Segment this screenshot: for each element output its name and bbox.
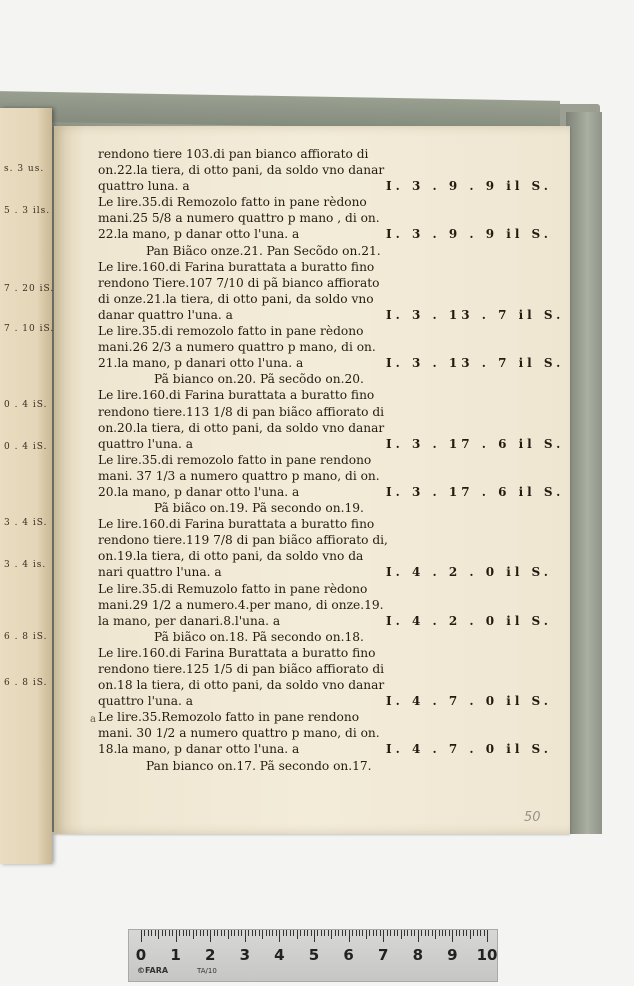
ruler-tick (345, 930, 346, 936)
text-line (98, 146, 518, 162)
ruler-tick (272, 930, 273, 936)
left-page-fragment: 6 . 8 iS. (4, 632, 48, 642)
text-line (98, 629, 518, 645)
ruler-tick (307, 930, 308, 936)
ruler-tick (328, 930, 329, 936)
ruler-tick (210, 930, 211, 942)
ruler-tick (165, 930, 166, 936)
ruler-number: 1 (170, 946, 181, 964)
text-line (98, 581, 518, 597)
text-line (98, 291, 518, 307)
ruler-tick (459, 930, 460, 936)
ruler-tick (432, 930, 433, 936)
line-text: on.20.la tiera, di otto pani, da soldo vno danar (98, 420, 385, 435)
text-line (98, 532, 518, 548)
ruler-tick (314, 930, 315, 942)
ruler-tick (439, 930, 440, 936)
ruler-tick (352, 930, 353, 936)
ruler-tick (466, 930, 467, 936)
text-line (98, 243, 518, 259)
ruler-tick (162, 930, 163, 936)
price-value: I. 3 . 17 . 6 il S. (386, 436, 565, 451)
text-line (98, 484, 565, 500)
text-line (98, 645, 518, 661)
line-text: mani.26 2/3 a numero quattro p mano, di on. (98, 340, 376, 355)
ruler-tick (259, 930, 260, 936)
line-text: Le lire.160.di Farina Burattata a buratto fino (98, 645, 376, 660)
line-text: Le lire.160.di Farina burattata a buratto fino (98, 517, 375, 532)
ruler-tick (262, 930, 263, 939)
text-line (98, 741, 552, 757)
text-line (98, 661, 518, 677)
line-text: 20.la mano, p danar otto l'una. a (98, 484, 300, 499)
ruler-tick (394, 930, 395, 936)
ruler-tick (356, 930, 357, 936)
price-value: I. 3 . 9 . 9 il S. (386, 179, 552, 194)
text-line (98, 259, 518, 275)
ruler-number: 8 (412, 946, 424, 964)
price-value: I. 3 . 13 . 7 il S. (386, 356, 565, 371)
ruler-tick (144, 930, 145, 936)
line-text: rendono tiere.113 1/8 di pan biãco affiorato di (98, 404, 385, 419)
ruler-number: 0 (135, 946, 147, 964)
left-page-fragment: 5 . 3 ils. (4, 206, 51, 216)
ruler-tick (283, 930, 284, 936)
ruler-tick (189, 930, 190, 936)
line-text: Le lire.35.di remozolo fatto in pane rèdono (98, 324, 364, 339)
ruler-brand: ©FARA (137, 966, 169, 975)
ruler-tick (311, 930, 312, 936)
line-text: rendono tiere.125 1/5 di pan biãco affiorato di (98, 662, 385, 676)
ruler-tick (349, 930, 350, 942)
line-text: Le lire.35.di remozolo fatto in pane rendono (98, 452, 372, 467)
ruler-tick (387, 930, 388, 936)
ruler-tick (470, 930, 471, 939)
ruler-tick (186, 930, 187, 936)
ruler-tick (179, 930, 180, 936)
text-line (98, 355, 565, 371)
line-text: Le lire.160.di Farina burattata a buratto fino (98, 259, 375, 274)
line-text: quattro luna. a (98, 179, 190, 194)
ruler-tick (293, 930, 294, 936)
ruler-tick (321, 930, 322, 936)
ruler-tick (324, 930, 325, 936)
text-line (98, 339, 518, 355)
ruler-tick (463, 930, 464, 936)
ruler-tick (407, 930, 408, 936)
ruler-tick (442, 930, 443, 936)
ruler-tick (383, 930, 384, 942)
line-text: mani.29 1/2 a numero.4.per mano, di onze.19. (98, 597, 384, 612)
ruler-tick (317, 930, 318, 936)
ruler-tick (366, 930, 367, 939)
ruler-tick (411, 930, 412, 936)
price-value: I. 3 . 13 . 7 il S. (386, 307, 565, 322)
text-line (98, 597, 518, 613)
ruler-tick (338, 930, 339, 936)
ruler-tick (241, 930, 242, 936)
line-text: Le lire.35.Remozolo fatto in pane rendono (98, 710, 360, 725)
ruler-number: 2 (204, 946, 216, 964)
text-line (98, 613, 552, 629)
ruler-number: 6 (343, 946, 354, 964)
ruler-tick (217, 930, 218, 936)
ruler-tick (390, 930, 391, 936)
ruler-tick (252, 930, 253, 936)
ruler-tick (418, 930, 419, 942)
text-line (98, 693, 552, 709)
text-line (98, 323, 518, 339)
ruler-tick (404, 930, 405, 936)
text-line (98, 307, 565, 323)
line-text: on.19.la tiera, di otto pani, da soldo vno da (98, 549, 364, 564)
text-line (98, 548, 518, 564)
folder-right-edge (566, 112, 602, 834)
ruler-tick (266, 930, 267, 936)
left-page-fragment: s. 3 us. (4, 164, 45, 174)
line-text: di onze.21.la tiera, di otto pani, da soldo vno (98, 291, 374, 306)
ruler-tick (148, 930, 149, 936)
line-text: Pan bianco on.17. Pã secondo on.17. (146, 758, 372, 773)
ruler-tick (196, 930, 197, 936)
line-text: quattro l'una. a (98, 694, 193, 709)
text-line (98, 210, 518, 226)
text-line (98, 178, 552, 194)
text-line (98, 709, 518, 725)
price-value: I. 4 . 7 . 0 il S. (386, 694, 552, 709)
line-text: mani. 30 1/2 a numero quattro p mano, di on. (98, 726, 380, 741)
pencil-folio-number: 50 (524, 810, 541, 825)
text-line (98, 677, 518, 693)
left-page-fragment: 3 . 4 is. (4, 560, 47, 570)
ruler-tick (228, 930, 229, 939)
line-text: rendono Tiere.107 7/10 di pã bianco affiorato (98, 275, 380, 290)
ruler-tick (435, 930, 436, 939)
line-text: Pã bianco on.20. Pã secõdo on.20. (154, 372, 364, 387)
ruler-tick (214, 930, 215, 936)
text-line (98, 420, 518, 436)
price-value: I. 4 . 7 . 0 il S. (386, 742, 552, 757)
ruler-tick (421, 930, 422, 936)
line-text: 18.la mano, p danar otto l'una. a (98, 742, 300, 757)
ruler-tick (362, 930, 363, 936)
ruler-number: 5 (308, 946, 320, 964)
main-page (54, 126, 570, 834)
ruler-tick (428, 930, 429, 936)
ruler-tick (304, 930, 305, 936)
ruler-number: 7 (377, 946, 389, 964)
text-line (98, 758, 518, 774)
line-text: mani.25 5/8 a numero quattro p mano , di on. (98, 211, 380, 226)
ruler-tick (151, 930, 152, 936)
page-text (98, 146, 565, 774)
text-line (98, 371, 518, 387)
text-line (98, 500, 518, 516)
left-facing-page (0, 108, 55, 864)
ruler-tick (279, 930, 280, 942)
ruler-tick (484, 930, 485, 936)
ruler-tick (487, 930, 488, 942)
line-text: Pan Biãco onze.21. Pan Secõdo on.21. (146, 243, 381, 258)
ruler-code: TA/10 (197, 967, 217, 975)
line-text: rendono tiere.119 7/8 di pan biãco affiorato di, (98, 533, 388, 548)
ruler-tick (155, 930, 156, 936)
line-text: on.22.la tiera, di otto pani, da soldo vno danar (98, 163, 385, 178)
ruler-tick (290, 930, 291, 936)
line-text: Le lire.35.di Remuzolo fatto in pane rèdono (98, 581, 368, 596)
ruler-tick (359, 930, 360, 936)
ruler-tick (414, 930, 415, 936)
left-page-fragment: 6 . 8 iS. (4, 678, 48, 688)
ruler-number: 4 (274, 946, 285, 964)
left-page-fragment: 3 . 4 iS. (4, 518, 48, 528)
line-text: danar quattro l'una. a (98, 307, 233, 322)
signature-mark: a (90, 714, 96, 725)
price-value: I. 3 . 9 . 9 il S. (386, 227, 552, 242)
ruler-tick (300, 930, 301, 936)
ruler-tick (477, 930, 478, 936)
ruler-tick (158, 930, 159, 939)
ruler-tick (335, 930, 336, 936)
text-line (98, 387, 518, 403)
left-page-fragment: 7 . 20 iS. (4, 284, 55, 294)
text-line (98, 226, 552, 242)
text-line (98, 194, 518, 210)
ruler-tick (193, 930, 194, 939)
ruler-tick (297, 930, 298, 939)
ruler-number: 3 (239, 946, 251, 964)
ruler-tick (207, 930, 208, 936)
ruler-tick (141, 930, 142, 942)
text-line (98, 404, 518, 420)
text-line (98, 564, 552, 580)
text-line (98, 452, 518, 468)
line-text: nari quattro l'una. a (98, 565, 222, 580)
ruler-number: 9 (447, 946, 458, 964)
ruler-tick (449, 930, 450, 936)
line-text: la mano, per danari.8.l'una. a (98, 613, 281, 628)
ruler-tick (452, 930, 453, 942)
price-value: I. 4 . 2 . 0 il S. (386, 565, 552, 580)
ruler-tick (231, 930, 232, 936)
text-line (98, 436, 565, 452)
text-line (98, 162, 518, 178)
ruler-tick (269, 930, 270, 936)
ruler-ticks (135, 930, 485, 944)
text-line (98, 275, 518, 291)
text-line (98, 725, 518, 741)
ruler-tick (473, 930, 474, 936)
line-text: 22.la mano, p danar otto l'una. a (98, 227, 300, 242)
ruler-tick (245, 930, 246, 942)
ruler-tick (376, 930, 377, 936)
price-value: I. 3 . 17 . 6 il S. (386, 484, 565, 499)
ruler-tick (238, 930, 239, 936)
ruler-tick (456, 930, 457, 936)
ruler-tick (172, 930, 173, 936)
ruler-tick (248, 930, 249, 936)
ruler-tick (183, 930, 184, 936)
ruler-tick (169, 930, 170, 936)
ruler-tick (342, 930, 343, 936)
left-page-fragment: 0 . 4 iS. (4, 442, 48, 452)
ruler-tick (276, 930, 277, 936)
ruler-tick (331, 930, 332, 939)
line-text: mani. 37 1/3 a numero quattro p mano, di on. (98, 468, 380, 483)
ruler-tick (401, 930, 402, 939)
ruler-tick (176, 930, 177, 942)
line-text: quattro l'una. a (98, 436, 193, 451)
line-text: on.18 la tiera, di otto pani, da soldo vno danar (98, 678, 385, 693)
ruler-tick (221, 930, 222, 936)
ruler-tick (255, 930, 256, 936)
ruler-tick (373, 930, 374, 936)
left-page-fragment: 7 . 10 iS. (4, 324, 55, 334)
left-page-fragment: 0 . 4 iS. (4, 400, 48, 410)
line-text: Le lire.160.di Farina burattata a buratto fino (98, 388, 375, 403)
ruler-tick (480, 930, 481, 936)
ruler-tick (203, 930, 204, 936)
ruler-tick (380, 930, 381, 936)
line-text: Le lire.35.di Remozolo fatto in pane rèdono (98, 195, 367, 210)
line-text: Pã biãco on.19. Pã secondo on.19. (154, 501, 364, 516)
text-line (98, 468, 518, 484)
ruler-tick (224, 930, 225, 936)
ruler-tick (234, 930, 235, 936)
ruler-tick (369, 930, 370, 936)
line-text: Pã biãco on.18. Pã secondo on.18. (154, 629, 364, 644)
ruler-tick (397, 930, 398, 936)
ruler-number: 10 (476, 946, 498, 964)
ruler-tick (445, 930, 446, 936)
scale-ruler (128, 929, 498, 982)
text-line (98, 516, 518, 532)
line-text: 21.la mano, p danari otto l'una. a (98, 356, 304, 371)
ruler-tick (286, 930, 287, 936)
ruler-tick (425, 930, 426, 936)
ruler-tick (200, 930, 201, 936)
price-value: I. 4 . 2 . 0 il S. (386, 613, 552, 628)
line-text: rendono tiere 103.di pan bianco affiorato di (98, 147, 369, 161)
